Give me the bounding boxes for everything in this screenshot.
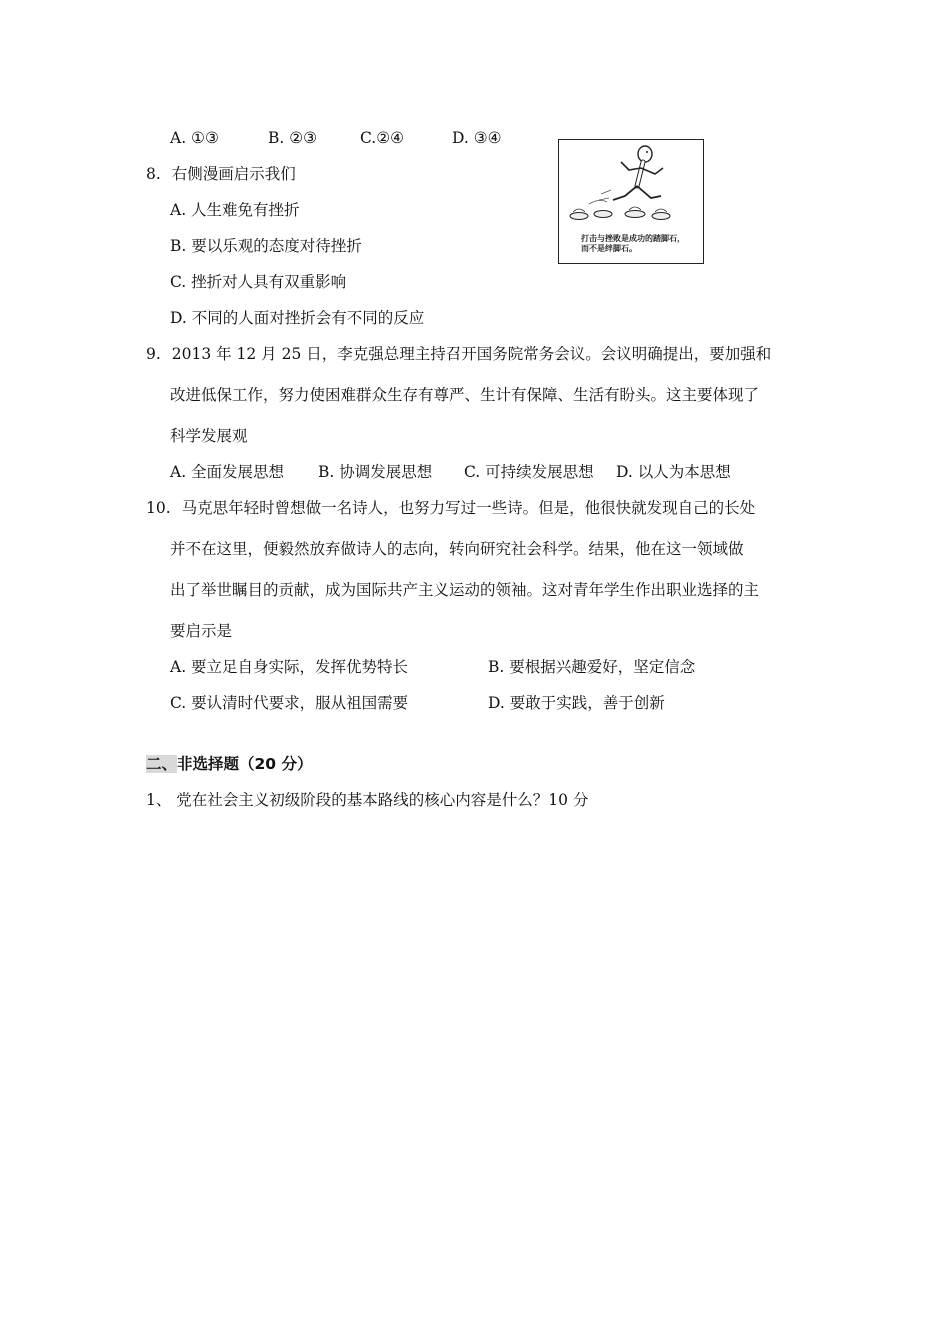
cartoon-figure — [558, 139, 704, 264]
q8-stem — [146, 164, 296, 184]
q7-option-b: B. ②③ — [268, 129, 318, 147]
section-2-heading — [146, 754, 312, 774]
q7-options — [170, 128, 502, 148]
q8-option-b: B. 要以乐观的态度对待挫折 — [170, 237, 362, 255]
q7-option-a: A. ①③ — [170, 129, 219, 147]
q9-option-d: D. 以人为本思想 — [616, 463, 731, 481]
section-2-title: 非选择题（20 分） — [177, 755, 313, 773]
q10-stem-text-1: 马克思年轻时曾想做一名诗人，也努力写过一些诗。但是，他很快就发现自己的长处 — [181, 499, 756, 517]
q9-number: 9. — [146, 345, 161, 363]
q9-stem-line-3: 科学发展观 — [170, 427, 248, 445]
essay-question-1: 1、 党在社会主义初级阶段的基本路线的核心内容是什么？10 分 — [146, 791, 589, 809]
q8-number: 8. — [146, 165, 161, 183]
q10-option-a: A. 要立足自身实际，发挥优势特长 — [170, 658, 409, 676]
q7-option-d: D. ③④ — [452, 129, 502, 147]
cartoon-caption-line-1: 打击与挫败是成功的踏脚石， — [581, 234, 685, 243]
q10-option-d: D. 要敢于实践，善于创新 — [488, 694, 665, 712]
q9-option-a: A. 全面发展思想 — [170, 463, 285, 481]
section-2-number: 二、 — [146, 755, 178, 773]
q10-number: 10. — [146, 499, 171, 517]
q8-option-d: D. 不同的人面对挫折会有不同的反应 — [170, 309, 425, 327]
q10-option-b: B. 要根据兴趣爱好，坚定信念 — [488, 658, 696, 676]
q9-option-b: B. 协调发展思想 — [318, 463, 433, 481]
q10-stem-line-4: 要启示是 — [170, 622, 233, 640]
q9-stem-text-1: 2013 年 12 月 25 日，李克强总理主持召开国务院常务会议。会议明确提出，要加强和 — [171, 345, 772, 363]
q10-option-c: C. 要认清时代要求，服从祖国需要 — [170, 694, 409, 712]
q9-stem-line-2: 改进低保工作，努力使困难群众生存有尊严、生计有保障、生活有盼头。这主要体现了 — [170, 386, 760, 404]
q9-option-c: C. 可持续发展思想 — [464, 463, 594, 481]
cartoon-caption — [581, 234, 685, 254]
cartoon-caption-line-2: 而不是绊脚石。 — [581, 244, 637, 253]
q9-stem-line-1 — [146, 344, 771, 364]
q10-stem-line-3: 出了举世瞩目的贡献，成为国际共产主义运动的领袖。这对青年学生作出职业选择的主 — [170, 581, 760, 599]
q8-stem-text: 右侧漫画启示我们 — [171, 165, 296, 183]
q10-stem-line-2: 并不在这里，便毅然放弃做诗人的志向，转向研究社会科学。结果，他在这一领域做 — [170, 540, 744, 558]
q8-option-c: C. 挫折对人具有双重影响 — [170, 273, 347, 291]
q8-option-a: A. 人生难免有挫折 — [170, 201, 300, 219]
q10-stem-line-1 — [146, 498, 755, 518]
q9-options — [170, 462, 731, 482]
q7-option-c: C.②④ — [360, 129, 405, 147]
